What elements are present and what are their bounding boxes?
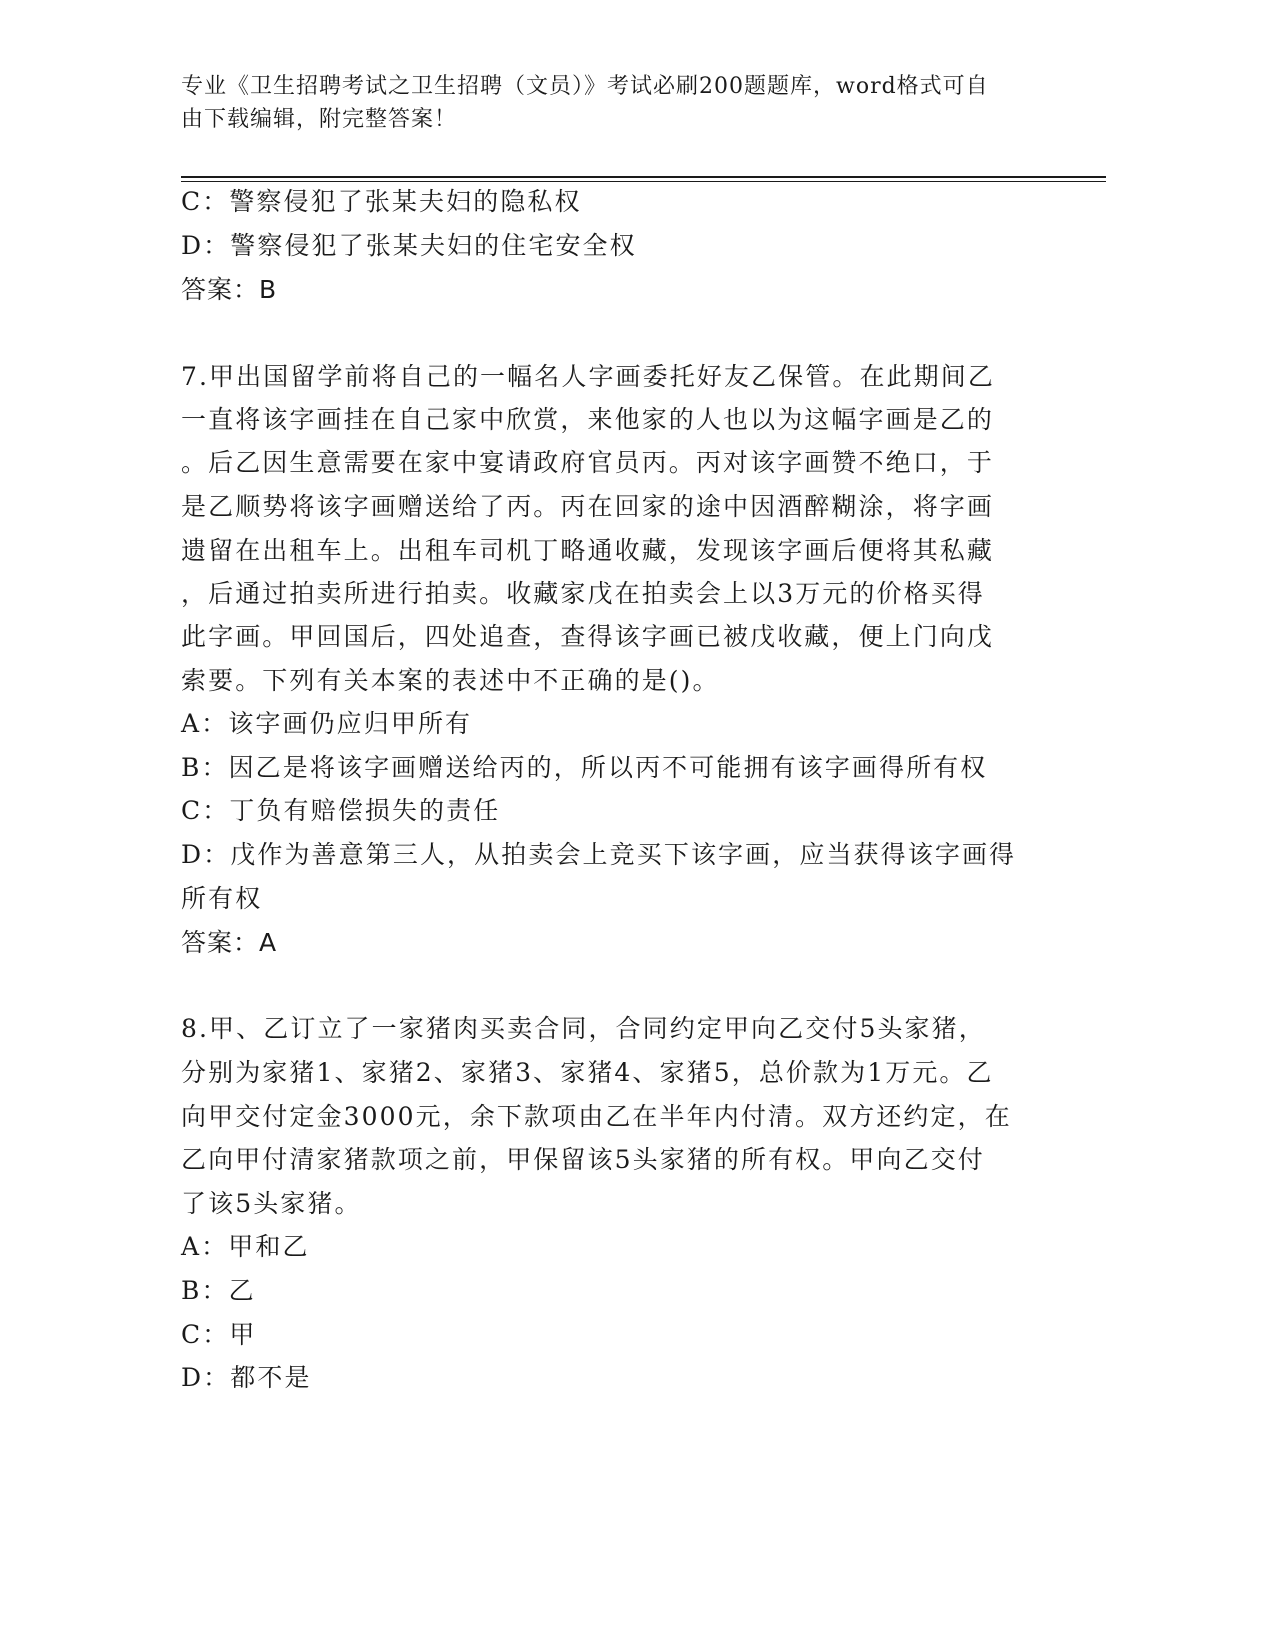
- q8-stem-line: 8.甲、乙订立了一家猪肉买卖合同，合同约定甲向乙交付5头家猪，: [181, 1014, 986, 1043]
- document-header: [181, 70, 1061, 136]
- q7-stem-line: 索要。下列有关本案的表述中不正确的是()。: [181, 666, 720, 695]
- q7-stem-line: ，后通过拍卖所进行拍卖。收藏家戊在拍卖会上以3万元的价格买得: [181, 579, 985, 608]
- q8-option-d: D：都不是: [181, 1363, 312, 1392]
- q8-option-b: B：乙: [181, 1276, 256, 1305]
- prev-answer: 答案：B: [181, 275, 278, 304]
- header-line-1: 专业《卫生招聘考试之卫生招聘（文员）》考试必刷200题题库，word格式可自: [181, 74, 989, 99]
- header-divider-thin: [181, 181, 1106, 182]
- q8-stem-line: 分别为家猪1、家猪2、家猪3、家猪4、家猪5，总价款为1万元。乙: [181, 1058, 994, 1087]
- q8-stem-line: 了该5头家猪。: [181, 1189, 362, 1218]
- header-divider-thick: [181, 176, 1106, 178]
- prev-option-c: C：警察侵犯了张某夫妇的隐私权: [181, 187, 582, 216]
- q7-stem-line: 7.甲出国留学前将自己的一幅名人字画委托好友乙保管。在此期间乙: [181, 362, 995, 391]
- q8-option-a: A：甲和乙: [181, 1232, 310, 1261]
- q7-option-b: B：因乙是将该字画赠送给丙的，所以丙不可能拥有该字画得所有权: [181, 753, 988, 782]
- q8-stem-line: 乙向甲付清家猪款项之前，甲保留该5头家猪的所有权。甲向乙交付: [181, 1145, 985, 1174]
- q7-option-c: C：丁负有赔偿损失的责任: [181, 796, 501, 825]
- q8-option-c: C：甲: [181, 1320, 257, 1349]
- q7-stem-line: 遗留在出租车上。出租车司机丁略通收藏，发现该字画后便将其私藏: [181, 536, 995, 565]
- q7-stem-line: 。后乙因生意需要在家中宴请政府官员丙。丙对该字画赞不绝口，于: [181, 448, 995, 477]
- q7-stem-line: 是乙顺势将该字画赠送给了丙。丙在回家的途中因酒醉糊涂，将字画: [181, 492, 995, 521]
- q8-stem-line: 向甲交付定金3000元，余下款项由乙在半年内付清。双方还约定，在: [181, 1102, 1012, 1131]
- q7-answer: 答案：A: [181, 928, 278, 957]
- q7-stem-line: 一直将该字画挂在自己家中欣赏，来他家的人也以为这幅字画是乙的: [181, 405, 995, 434]
- q7-stem-line: 此字画。甲回国后，四处追查，查得该字画已被戊收藏，便上门向戊: [181, 622, 995, 651]
- prev-option-d: D：警察侵犯了张某夫妇的住宅安全权: [181, 231, 637, 260]
- q7-option-d: D：戊作为善意第三人，从拍卖会上竞买下该字画，应当获得该字画得: [181, 840, 1017, 869]
- q7-option-a: A：该字画仍应归甲所有: [181, 709, 473, 738]
- header-line-2: 由下载编辑，附完整答案！: [181, 107, 458, 132]
- q7-option-d-continued: 所有权: [181, 884, 263, 913]
